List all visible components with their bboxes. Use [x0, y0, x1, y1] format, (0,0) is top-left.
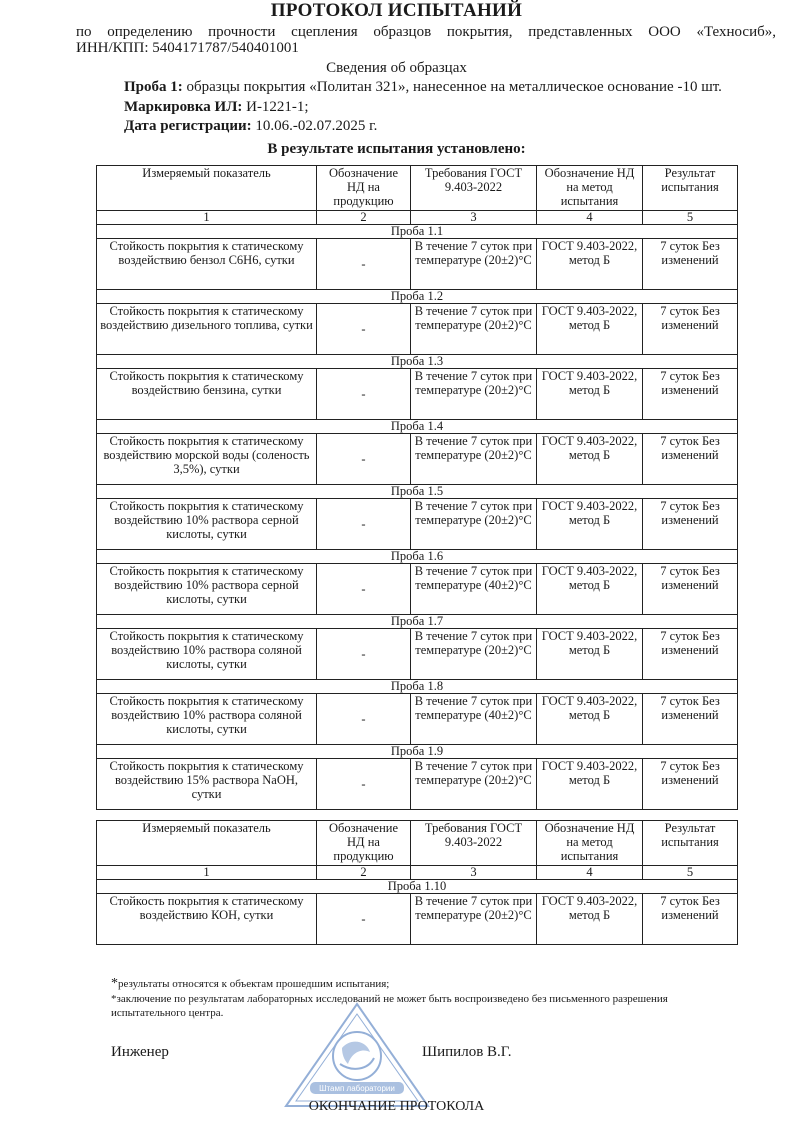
- sample-row: [97, 485, 738, 499]
- sample-label-cell: Проба 1.1: [97, 225, 738, 239]
- indicator-cell: Стойкость покрытия к статическому воздействию КОН, сутки: [97, 894, 317, 945]
- indicator-cell: Стойкость покрытия к статическому воздействию дизельного топлива, сутки: [97, 304, 317, 355]
- marking: [124, 99, 309, 116]
- sample-label-cell: Проба 1.5: [97, 485, 738, 499]
- result-cell: 7 суток Без изменений: [643, 629, 738, 680]
- requirements-cell: В течение 7 суток при температуре (20±2)°С: [411, 239, 537, 290]
- sample-label-cell: Проба 1.6: [97, 550, 738, 564]
- indicator-cell: Стойкость покрытия к статическому воздействию 10% раствора серной кислоты, сутки: [97, 564, 317, 615]
- requirements-cell: В течение 7 суток при температуре (20±2)°С: [411, 304, 537, 355]
- end-of-protocol: ОКОНЧАНИЕ ПРОТОКОЛА: [308, 1099, 485, 1114]
- footnote-1: [111, 977, 741, 991]
- table-row: [97, 564, 738, 615]
- table-row: [97, 759, 738, 810]
- sample-label-cell: Проба 1.7: [97, 615, 738, 629]
- engineer-name: Шипилов В.Г.: [422, 1044, 512, 1060]
- column-number: 4: [537, 866, 643, 880]
- sample-row: [97, 745, 738, 759]
- result-cell: 7 суток Без изменений: [643, 304, 738, 355]
- method-cell: ГОСТ 9.403-2022, метод Б: [537, 369, 643, 420]
- header-nd-method: Обозначение НД на метод испытания: [537, 821, 643, 866]
- result-cell: 7 суток Без изменений: [643, 434, 738, 485]
- sample-row: [97, 290, 738, 304]
- footnote-1-text: результаты относятся к объектам прошедшим испытания;: [118, 978, 390, 990]
- result-cell: 7 суток Без изменений: [643, 694, 738, 745]
- stamp-text: Штамп лаборатории: [319, 1084, 395, 1093]
- method-cell: ГОСТ 9.403-2022, метод Б: [537, 759, 643, 810]
- column-number: 3: [411, 866, 537, 880]
- nd-product-cell: -: [317, 694, 411, 745]
- column-number: 3: [411, 211, 537, 225]
- column-numbers-row: [97, 866, 738, 880]
- table-row: [97, 434, 738, 485]
- samples-info-heading: Сведения об образцах: [326, 60, 467, 76]
- result-cell: 7 суток Без изменений: [643, 239, 738, 290]
- indicator-cell: Стойкость покрытия к статическому воздействию 10% раствора соляной кислоты, сутки: [97, 629, 317, 680]
- nd-product-cell: -: [317, 239, 411, 290]
- column-numbers-row: [97, 211, 738, 225]
- sample-row: [97, 355, 738, 369]
- result-cell: 7 суток Без изменений: [643, 894, 738, 945]
- sample-row: [97, 420, 738, 434]
- sample-label-cell: Проба 1.8: [97, 680, 738, 694]
- indicator-cell: Стойкость покрытия к статическому воздействию бензол С6Н6, сутки: [97, 239, 317, 290]
- nd-product-cell: -: [317, 894, 411, 945]
- requirements-cell: В течение 7 суток при температуре (20±2)°С: [411, 894, 537, 945]
- header-indicator: Измеряемый показатель: [97, 166, 317, 211]
- registration-date-label: Дата регистрации:: [124, 118, 252, 134]
- header-nd-product: Обозначение НД на продукцию: [317, 821, 411, 866]
- nd-product-cell: -: [317, 564, 411, 615]
- registration-date-value: 10.06.-02.07.2025 г.: [251, 118, 378, 134]
- sample-text: образцы покрытия «Политан 321», нанесенное на металлическое основание -10 шт.: [182, 79, 722, 95]
- header-result: Результат испытания: [643, 821, 738, 866]
- nd-product-cell: -: [317, 434, 411, 485]
- header-indicator: Измеряемый показатель: [97, 821, 317, 866]
- marking-value: И-1221-1;: [242, 99, 309, 115]
- results-heading: В результате испытания установлено:: [267, 141, 526, 157]
- result-cell: 7 суток Без изменений: [643, 499, 738, 550]
- nd-product-cell: -: [317, 759, 411, 810]
- header-nd-product: Обозначение НД на продукцию: [317, 166, 411, 211]
- lab-stamp-seal: [282, 998, 432, 1110]
- results-table: [96, 165, 738, 810]
- method-cell: ГОСТ 9.403-2022, метод Б: [537, 499, 643, 550]
- sample-label-cell: Проба 1.9: [97, 745, 738, 759]
- indicator-cell: Стойкость покрытия к статическому воздействию 15% раствора NaOH, сутки: [97, 759, 317, 810]
- indicator-cell: Стойкость покрытия к статическому воздействию 10% раствора соляной кислоты, сутки: [97, 694, 317, 745]
- nd-product-cell: -: [317, 629, 411, 680]
- results-table-body: [97, 166, 738, 810]
- header-result: Результат испытания: [643, 166, 738, 211]
- results-table-continued: [96, 820, 738, 945]
- footnote-star: *: [111, 976, 118, 991]
- method-cell: ГОСТ 9.403-2022, метод Б: [537, 434, 643, 485]
- result-cell: 7 суток Без изменений: [643, 759, 738, 810]
- header-requirements: Требования ГОСТ 9.403-2022: [411, 821, 537, 866]
- requirements-cell: В течение 7 суток при температуре (20±2)°С: [411, 759, 537, 810]
- sample-label-cell: Проба 1.3: [97, 355, 738, 369]
- sample-row: [97, 225, 738, 239]
- registration-date: [124, 118, 377, 135]
- sample-row: [97, 680, 738, 694]
- nd-product-cell: -: [317, 369, 411, 420]
- sample-label-cell: Проба 1.4: [97, 420, 738, 434]
- footnote-2: *заключение по результатам лабораторных исследований не может быть воспроизведено без письменного разрешения испытательного центра.: [111, 993, 668, 1019]
- indicator-cell: Стойкость покрытия к статическому воздействию бензина, сутки: [97, 369, 317, 420]
- indicator-cell: Стойкость покрытия к статическому воздействию морской воды (соленость 3,5%), сутки: [97, 434, 317, 485]
- sample-label-cell: Проба 1.2: [97, 290, 738, 304]
- requirements-cell: В течение 7 суток при температуре (20±2)°С: [411, 629, 537, 680]
- column-number: 1: [97, 211, 317, 225]
- column-number: 4: [537, 211, 643, 225]
- method-cell: ГОСТ 9.403-2022, метод Б: [537, 304, 643, 355]
- sample-row: [97, 615, 738, 629]
- table-row: [97, 239, 738, 290]
- column-number: 5: [643, 866, 738, 880]
- column-number: 1: [97, 866, 317, 880]
- column-number: 2: [317, 866, 411, 880]
- table-header-row: [97, 821, 738, 866]
- results-table-continued-body: [97, 821, 738, 945]
- method-cell: ГОСТ 9.403-2022, метод Б: [537, 564, 643, 615]
- nd-product-cell: -: [317, 499, 411, 550]
- sample-row: [97, 880, 738, 894]
- requirements-cell: В течение 7 суток при температуре (40±2)°С: [411, 564, 537, 615]
- requirements-cell: В течение 7 суток при температуре (20±2)°С: [411, 499, 537, 550]
- intro-line-2: ИНН/КПП: 5404171787/540401001: [76, 40, 299, 56]
- sample-description: [124, 79, 722, 96]
- sample-row: [97, 550, 738, 564]
- result-cell: 7 суток Без изменений: [643, 564, 738, 615]
- table-row: [97, 894, 738, 945]
- requirements-cell: В течение 7 суток при температуре (20±2)°С: [411, 434, 537, 485]
- table-header-row: [97, 166, 738, 211]
- sample-label-cell: Проба 1.10: [97, 880, 738, 894]
- indicator-cell: Стойкость покрытия к статическому воздействию 10% раствора серной кислоты, сутки: [97, 499, 317, 550]
- table-row: [97, 629, 738, 680]
- table-row: [97, 304, 738, 355]
- sample-label: Проба 1:: [124, 79, 183, 95]
- header-nd-method: Обозначение НД на метод испытания: [537, 166, 643, 211]
- method-cell: ГОСТ 9.403-2022, метод Б: [537, 694, 643, 745]
- document-title: ПРОТОКОЛ ИСПЫТАНИЙ: [270, 0, 523, 21]
- engineer-label: Инженер: [111, 1044, 169, 1060]
- table-row: [97, 369, 738, 420]
- requirements-cell: В течение 7 суток при температуре (20±2)°С: [411, 369, 537, 420]
- method-cell: ГОСТ 9.403-2022, метод Б: [537, 239, 643, 290]
- table-row: [97, 694, 738, 745]
- intro-line-1: по определению прочности сцепления образцов покрытия, представленных ООО «Техносиб»,: [76, 24, 776, 40]
- requirements-cell: В течение 7 суток при температуре (40±2)°С: [411, 694, 537, 745]
- table-row: [97, 499, 738, 550]
- method-cell: ГОСТ 9.403-2022, метод Б: [537, 894, 643, 945]
- method-cell: ГОСТ 9.403-2022, метод Б: [537, 629, 643, 680]
- header-requirements: Требования ГОСТ 9.403-2022: [411, 166, 537, 211]
- marking-label: Маркировка ИЛ:: [124, 99, 243, 115]
- column-number: 5: [643, 211, 738, 225]
- result-cell: 7 суток Без изменений: [643, 369, 738, 420]
- column-number: 2: [317, 211, 411, 225]
- nd-product-cell: -: [317, 304, 411, 355]
